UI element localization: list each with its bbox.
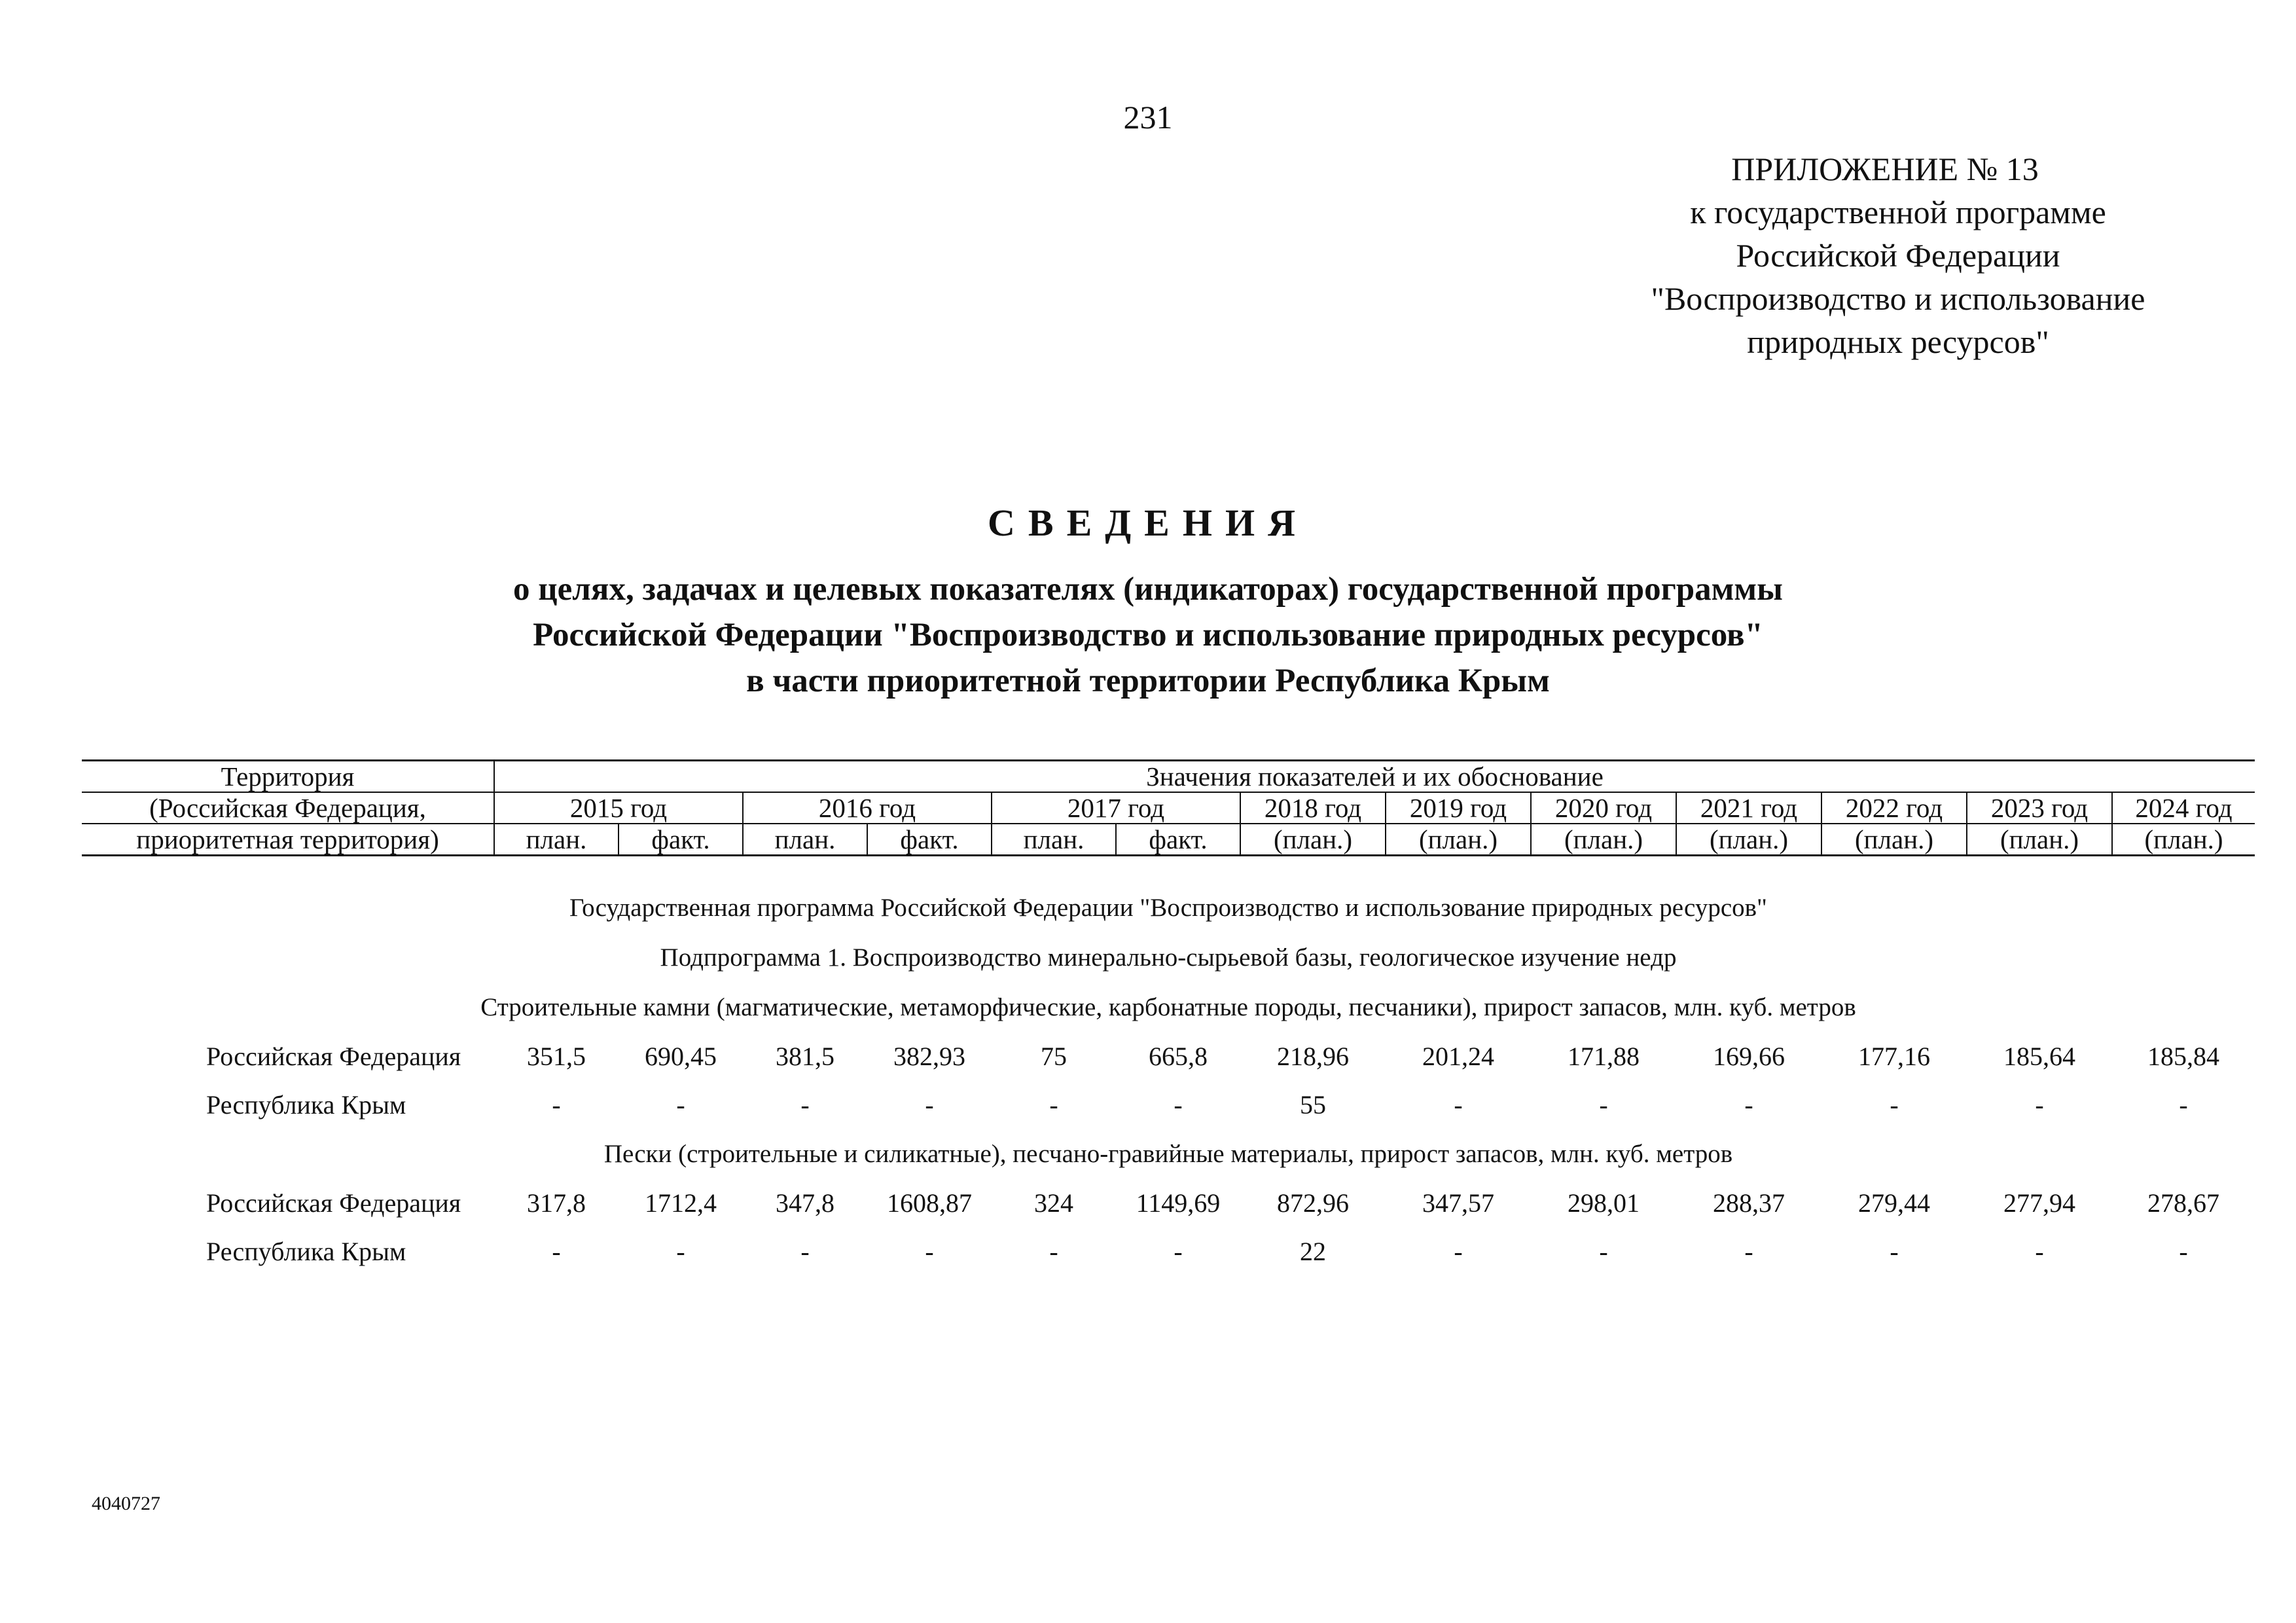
- table-body: [82, 856, 2255, 1276]
- value-cell: 382,93: [893, 1041, 965, 1071]
- value-cell: 201,24: [1422, 1041, 1494, 1071]
- page-number: 231: [1123, 99, 1173, 136]
- subtitle-line: Российской Федерации "Воспроизводство и использование природных ресурсов": [533, 617, 1763, 653]
- footer-code: 4040727: [92, 1493, 160, 1514]
- value-cell: 1149,69: [1136, 1188, 1221, 1218]
- indicator-heading: Строительные камни (магматические, метаморфические, карбонатные породы, песчаники), прирост запасов, млн. куб. метров: [480, 993, 1856, 1021]
- value-cell: -: [676, 1089, 685, 1120]
- appendix-line: Российской Федерации: [1736, 237, 2060, 274]
- value-cell: 22: [1300, 1236, 1326, 1266]
- spacer: [82, 856, 2255, 883]
- values-header: Значения показателей и их обоснование: [494, 761, 2255, 793]
- value-cell: 665,8: [1149, 1041, 1208, 1071]
- value-cell: -: [1049, 1236, 1058, 1266]
- value-cell: 75: [1041, 1041, 1067, 1071]
- value-cell: 218,96: [1277, 1041, 1349, 1071]
- value-cell: -: [552, 1236, 561, 1266]
- plan-header: план.: [992, 824, 1116, 856]
- value-cell: 288,37: [1713, 1188, 1785, 1218]
- value-cell: -: [2035, 1236, 2044, 1266]
- year-header-2015: 2015 год: [494, 792, 743, 824]
- year-header-2024: 2024 год: [2112, 792, 2255, 824]
- value-cell: -: [676, 1236, 685, 1266]
- value-cell: -: [2179, 1236, 2188, 1266]
- document-subtitle: [0, 566, 2296, 704]
- territory-name: Российская Федерация: [206, 1188, 461, 1218]
- plan-header: (план.): [2112, 824, 2255, 856]
- year-header-2020: 2020 год: [1531, 792, 1676, 824]
- plan-header: (план.): [1240, 824, 1386, 856]
- value-cell: -: [2179, 1089, 2188, 1120]
- value-cell: 171,88: [1568, 1041, 1640, 1071]
- value-cell: -: [1454, 1236, 1463, 1266]
- value-cell: 872,96: [1277, 1188, 1349, 1218]
- appendix-line: "Воспроизводство и использование: [1651, 280, 2145, 317]
- value-cell: 1608,87: [887, 1188, 972, 1218]
- value-cell: -: [552, 1089, 561, 1120]
- value-cell: -: [925, 1236, 934, 1266]
- table-row: [82, 1227, 2255, 1275]
- value-cell: 185,64: [2003, 1041, 2075, 1071]
- year-header-2017: 2017 год: [992, 792, 1240, 824]
- value-cell: -: [1454, 1089, 1463, 1120]
- territory-name: Республика Крым: [206, 1236, 406, 1266]
- territory-header-line: приоритетная территория): [82, 824, 494, 856]
- value-cell: -: [800, 1089, 810, 1120]
- value-cell: 278,67: [2147, 1188, 2219, 1218]
- program-heading: Государственная программа Российской Федерации "Воспроизводство и использование природных ресурсов": [569, 893, 1767, 922]
- value-cell: 1712,4: [645, 1188, 717, 1218]
- plan-header: (план.): [1531, 824, 1676, 856]
- value-cell: 169,66: [1713, 1041, 1785, 1071]
- year-header-2021: 2021 год: [1676, 792, 1821, 824]
- value-cell: 177,16: [1858, 1041, 1930, 1071]
- plan-header: (план.): [1386, 824, 1531, 856]
- value-cell: 277,94: [2003, 1188, 2075, 1218]
- table-row: [82, 1032, 2255, 1080]
- table-row: [82, 1080, 2255, 1129]
- indicator-heading: Пески (строительные и силикатные), песчано-гравийные материалы, прирост запасов, млн. куб. метров: [603, 1139, 1733, 1168]
- value-cell: -: [1599, 1089, 1608, 1120]
- value-cell: 381,5: [776, 1041, 834, 1071]
- value-cell: -: [1890, 1089, 1899, 1120]
- year-header-2016: 2016 год: [743, 792, 992, 824]
- appendix-line: к государственной программе: [1690, 194, 2106, 230]
- year-header-2023: 2023 год: [1967, 792, 2112, 824]
- value-cell: -: [1049, 1089, 1058, 1120]
- value-cell: 324: [1034, 1188, 1073, 1218]
- value-cell: 279,44: [1858, 1188, 1930, 1218]
- year-header-2019: 2019 год: [1386, 792, 1531, 824]
- value-cell: 185,84: [2147, 1041, 2219, 1071]
- plan-header: план.: [494, 824, 619, 856]
- subtitle-line: о целях, задачах и целевых показателях (индикаторах) государственной программы: [513, 571, 1783, 608]
- value-cell: -: [1599, 1236, 1608, 1266]
- appendix-line: природных ресурсов": [1747, 323, 2049, 360]
- year-header-2018: 2018 год: [1240, 792, 1386, 824]
- value-cell: -: [1744, 1089, 1753, 1120]
- territory-name: Республика Крым: [206, 1089, 406, 1120]
- value-cell: 55: [1300, 1089, 1326, 1120]
- value-cell: -: [1174, 1089, 1183, 1120]
- value-cell: -: [1744, 1236, 1753, 1266]
- value-cell: -: [800, 1236, 810, 1266]
- year-header-2022: 2022 год: [1821, 792, 1967, 824]
- appendix-block: [1558, 147, 2238, 363]
- value-cell: 347,57: [1422, 1188, 1494, 1218]
- value-cell: -: [925, 1089, 934, 1120]
- plan-header: план.: [743, 824, 867, 856]
- value-cell: -: [2035, 1089, 2044, 1120]
- document-title: СВЕДЕНИЯ: [988, 501, 1308, 544]
- value-cell: 690,45: [645, 1041, 717, 1071]
- plan-header: (план.): [1967, 824, 2112, 856]
- value-cell: 298,01: [1568, 1188, 1640, 1218]
- appendix-title: ПРИЛОЖЕНИЕ № 13: [1731, 151, 2039, 187]
- territory-header-line: Территория: [82, 761, 494, 793]
- table-row: [82, 1178, 2255, 1227]
- fact-header: факт.: [867, 824, 992, 856]
- territory-header-line: (Российская Федерация,: [82, 792, 494, 824]
- table-header: [82, 761, 2255, 856]
- value-cell: 317,8: [527, 1188, 586, 1218]
- indicators-table: [82, 759, 2255, 1275]
- value-cell: 351,5: [527, 1041, 586, 1071]
- fact-header: факт.: [619, 824, 743, 856]
- subtitle-line: в части приоритетной территории Республика Крым: [746, 663, 1550, 699]
- value-cell: -: [1174, 1236, 1183, 1266]
- plan-header: (план.): [1821, 824, 1967, 856]
- plan-header: (план.): [1676, 824, 1821, 856]
- subprogram-heading: Подпрограмма 1. Воспроизводство минерально-сырьевой базы, геологическое изучение недр: [660, 943, 1677, 972]
- value-cell: -: [1890, 1236, 1899, 1266]
- fact-header: факт.: [1116, 824, 1240, 856]
- value-cell: 347,8: [776, 1188, 834, 1218]
- territory-name: Российская Федерация: [206, 1041, 461, 1071]
